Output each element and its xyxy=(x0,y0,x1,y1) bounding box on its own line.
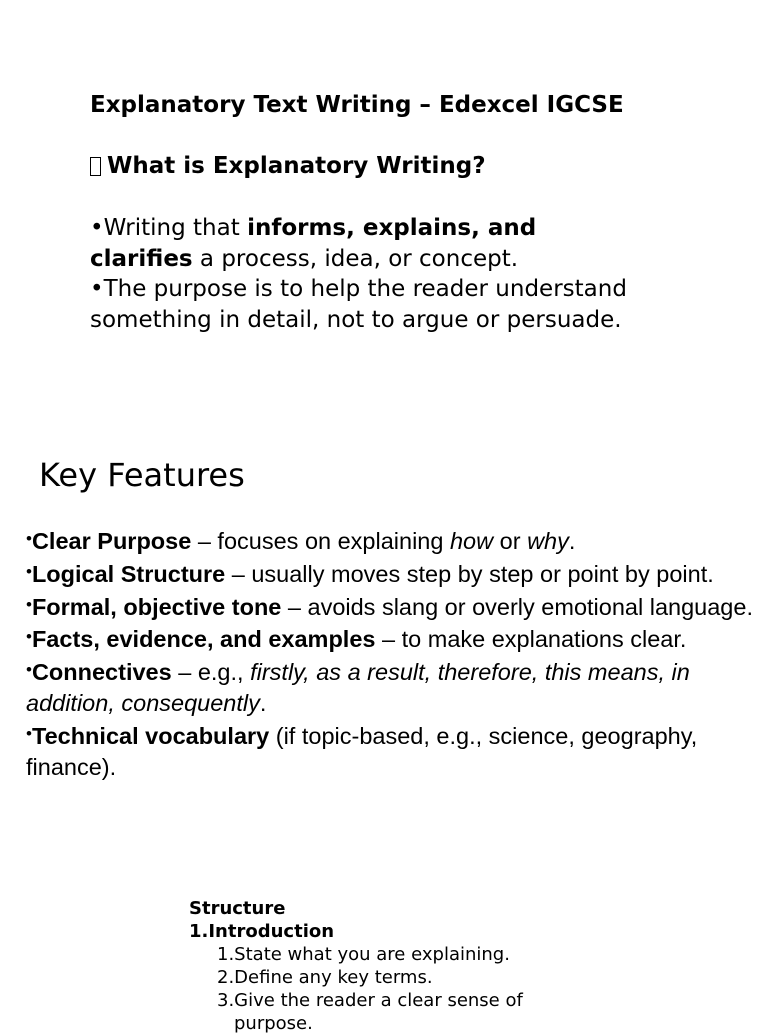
feature-item xyxy=(26,622,761,655)
structure-section xyxy=(189,897,589,1035)
italic-span: firstly, as a result, therefore, this means, in addition, consequently xyxy=(26,659,690,716)
feature-name: Technical vocabulary xyxy=(31,722,270,749)
list-item: 3.Give the reader a clear sense of purpose. xyxy=(217,990,523,1034)
structure-heading: Structure xyxy=(189,898,286,919)
italic-span: why xyxy=(527,528,569,554)
introduction-label: 1.Introduction xyxy=(189,921,335,942)
key-features-list xyxy=(26,524,761,782)
definition-paragraph xyxy=(90,213,630,274)
text-span: . xyxy=(259,689,267,716)
feature-name: Connectives xyxy=(31,659,172,686)
text-span: The purpose is to help the reader understand something in detail, not to argue or persuade. xyxy=(90,276,627,333)
missing-glyph-icon xyxy=(90,157,101,176)
text-span: a process, idea, or concept. xyxy=(192,245,519,272)
bullet: • xyxy=(26,594,32,614)
feature-item xyxy=(26,719,761,783)
text-span: – to make explanations clear. xyxy=(375,626,687,653)
text-span: – avoids slang or overly emotional language. xyxy=(281,593,753,620)
purpose-paragraph xyxy=(90,274,630,335)
introduction-steps xyxy=(189,943,589,1035)
feature-name: Facts, evidence, and examples xyxy=(31,626,376,653)
bullet: • xyxy=(90,215,104,241)
key-features-heading: Key Features xyxy=(39,456,245,494)
feature-name: Formal, objective tone xyxy=(31,593,282,620)
text-span: . xyxy=(568,528,576,554)
section-intro xyxy=(90,90,630,335)
feature-name: Clear Purpose xyxy=(31,528,192,554)
bullet: • xyxy=(90,276,104,302)
text-span: – focuses on explaining xyxy=(191,528,450,554)
feature-item xyxy=(26,524,761,557)
bullet: • xyxy=(26,660,32,680)
feature-name: Logical Structure xyxy=(31,560,226,587)
text-span: or xyxy=(493,528,528,554)
bullet: • xyxy=(26,627,32,647)
text-span: (if topic-based, e.g., science, geography, finance). xyxy=(26,722,698,780)
text-span: Writing that xyxy=(103,215,248,241)
bold-span: informs, explains, and clarifies xyxy=(90,215,537,272)
feature-item xyxy=(26,557,761,590)
bullet: • xyxy=(26,723,32,743)
feature-item xyxy=(26,655,761,719)
bullet: • xyxy=(26,561,32,581)
text-span: – usually moves step by step or point by point. xyxy=(225,560,714,587)
italic-span: how xyxy=(449,528,494,554)
page-title: Explanatory Text Writing – Edexcel IGCSE xyxy=(90,92,624,118)
question-text: What is Explanatory Writing? xyxy=(107,153,486,179)
question-heading xyxy=(90,151,630,182)
text-span: – e.g., xyxy=(171,659,251,686)
list-item: 2.Define any key terms. xyxy=(217,967,433,988)
bullet: • xyxy=(26,529,32,548)
list-item: 1.State what you are explaining. xyxy=(217,944,510,965)
feature-item xyxy=(26,590,761,623)
